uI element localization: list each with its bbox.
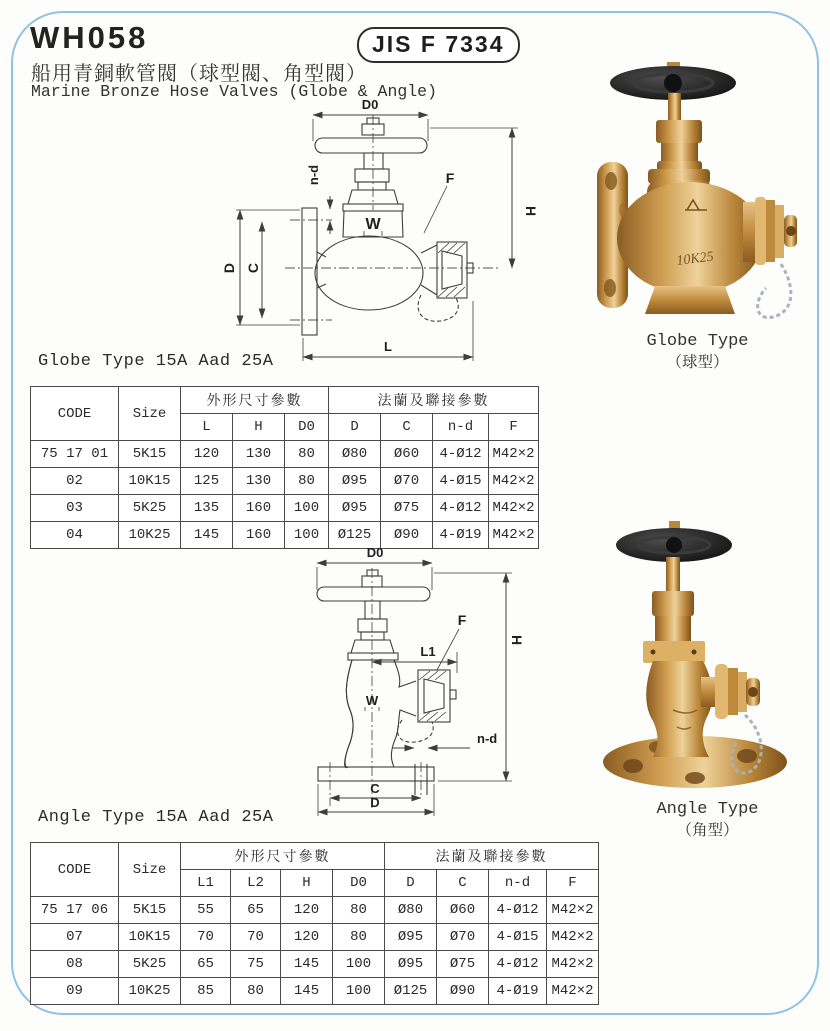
- value-cell: 4-Ø12: [433, 441, 489, 468]
- value-cell: 85: [181, 978, 231, 1005]
- col-C: C: [381, 414, 433, 441]
- col-D0: D0: [333, 870, 385, 897]
- col-H: H: [233, 414, 285, 441]
- value-cell: Ø60: [437, 897, 489, 924]
- size-cell: 5K15: [119, 441, 181, 468]
- spec-row: [31, 924, 599, 951]
- value-cell: Ø125: [385, 978, 437, 1005]
- value-cell: M42×2: [547, 951, 599, 978]
- svg-text:D0: D0: [366, 545, 384, 560]
- col-nd: n-d: [489, 870, 547, 897]
- value-cell: Ø75: [437, 951, 489, 978]
- page-title: WH058: [30, 20, 149, 55]
- subtitle-chinese: 船用青銅軟管閥（球型閥、角型閥）: [31, 63, 367, 85]
- globe-drawing-dimensions: [221, 97, 539, 361]
- svg-text:C: C: [245, 262, 261, 274]
- globe-table-label: Globe Type 15A Aad 25A: [38, 352, 274, 371]
- value-cell: Ø95: [329, 495, 381, 522]
- size-cell: 5K15: [119, 897, 181, 924]
- spec-row: [31, 495, 539, 522]
- col-code: CODE: [31, 843, 119, 897]
- svg-text:H: H: [509, 634, 525, 646]
- col-F: F: [547, 870, 599, 897]
- globe-photo-chain: [758, 264, 791, 318]
- svg-text:L: L: [384, 339, 392, 354]
- value-cell: Ø75: [381, 495, 433, 522]
- value-cell: 145: [281, 951, 333, 978]
- col-D: D: [329, 414, 381, 441]
- globe-drawing-coupling: [418, 242, 473, 321]
- col-group-flange: 法蘭及聯接參數: [385, 843, 599, 870]
- spec-row: [31, 978, 599, 1005]
- svg-text:n-d: n-d: [306, 164, 321, 186]
- value-cell: 120: [181, 441, 233, 468]
- value-cell: M42×2: [547, 897, 599, 924]
- value-cell: 80: [231, 978, 281, 1005]
- value-cell: 80: [333, 897, 385, 924]
- value-cell: 70: [181, 924, 231, 951]
- value-cell: M42×2: [489, 441, 539, 468]
- col-nd: n-d: [433, 414, 489, 441]
- globe-photo-bonnet: [648, 93, 710, 184]
- value-cell: 65: [181, 951, 231, 978]
- svg-text:W: W: [365, 693, 379, 708]
- col-H: H: [281, 870, 333, 897]
- svg-text:D: D: [221, 262, 237, 274]
- value-cell: 4-Ø19: [433, 522, 489, 549]
- value-cell: 80: [285, 468, 329, 495]
- code-cell: 09: [31, 978, 119, 1005]
- globe-photo-marking: 10K25: [675, 249, 715, 269]
- col-L2: L2: [231, 870, 281, 897]
- standard-badge: JIS F 7334: [357, 27, 520, 63]
- angle-photo-handwheel: [616, 521, 732, 562]
- value-cell: 65: [231, 897, 281, 924]
- globe-drawing-handwheel: [315, 118, 427, 204]
- spec-row: [31, 951, 599, 978]
- value-cell: M42×2: [489, 468, 539, 495]
- col-L1: L1: [181, 870, 231, 897]
- value-cell: 4-Ø15: [489, 924, 547, 951]
- code-cell: 02: [31, 468, 119, 495]
- spec-row: [31, 468, 539, 495]
- col-D: D: [385, 870, 437, 897]
- angle-photo-bonnet: [643, 557, 705, 663]
- value-cell: 160: [233, 495, 285, 522]
- code-cell: 03: [31, 495, 119, 522]
- value-cell: Ø90: [437, 978, 489, 1005]
- globe-caption-en: Globe Type: [646, 332, 749, 351]
- svg-text:F: F: [445, 170, 455, 186]
- col-code: CODE: [31, 387, 119, 441]
- value-cell: 100: [333, 951, 385, 978]
- angle-caption-en: Angle Type: [656, 800, 759, 819]
- value-cell: M42×2: [489, 495, 539, 522]
- spec-row: [31, 441, 539, 468]
- value-cell: 55: [181, 897, 231, 924]
- header-row-groups: [31, 387, 539, 414]
- value-cell: Ø80: [329, 441, 381, 468]
- globe-valve-photo: [585, 50, 810, 332]
- svg-text:C: C: [370, 781, 380, 796]
- svg-text:W: W: [365, 216, 381, 233]
- angle-table-label: Angle Type 15A Aad 25A: [38, 808, 274, 827]
- svg-text:L1: L1: [420, 644, 436, 659]
- globe-spec-table: [30, 386, 539, 549]
- value-cell: 120: [281, 924, 333, 951]
- value-cell: 130: [233, 468, 285, 495]
- svg-text:H: H: [523, 205, 539, 217]
- value-cell: 120: [281, 897, 333, 924]
- angle-valve-photo: [595, 515, 820, 793]
- globe-photo-caption: [585, 331, 810, 373]
- value-cell: 4-Ø12: [433, 495, 489, 522]
- value-cell: 130: [233, 441, 285, 468]
- value-cell: 80: [285, 441, 329, 468]
- value-cell: 125: [181, 468, 233, 495]
- code-cell: 75 17 06: [31, 897, 119, 924]
- value-cell: Ø95: [385, 924, 437, 951]
- value-cell: 75: [231, 951, 281, 978]
- value-cell: 135: [181, 495, 233, 522]
- value-cell: 100: [285, 522, 329, 549]
- col-group-flange: 法蘭及聯接參數: [329, 387, 539, 414]
- angle-drawing-body: [318, 660, 434, 795]
- code-cell: 04: [31, 522, 119, 549]
- value-cell: Ø70: [381, 468, 433, 495]
- subtitle-english: Marine Bronze Hose Valves (Globe & Angle): [31, 82, 437, 101]
- size-cell: 5K25: [119, 951, 181, 978]
- code-cell: 08: [31, 951, 119, 978]
- col-F: F: [489, 414, 539, 441]
- svg-text:D: D: [370, 795, 380, 810]
- code-cell: 75 17 01: [31, 441, 119, 468]
- value-cell: Ø95: [385, 951, 437, 978]
- globe-photo-body: [617, 180, 763, 314]
- value-cell: M42×2: [547, 924, 599, 951]
- spec-row: [31, 897, 599, 924]
- svg-text:F: F: [457, 612, 467, 628]
- col-size: Size: [119, 387, 181, 441]
- angle-spec-table: [30, 842, 599, 1005]
- value-cell: 70: [231, 924, 281, 951]
- angle-photo-coupling: [701, 664, 760, 719]
- value-cell: Ø125: [329, 522, 381, 549]
- col-group-dimensions: 外形尺寸參數: [181, 387, 329, 414]
- svg-text:D0: D0: [361, 97, 379, 112]
- code-cell: 07: [31, 924, 119, 951]
- globe-photo-coupling: [743, 197, 797, 265]
- col-D0: D0: [285, 414, 329, 441]
- value-cell: M42×2: [489, 522, 539, 549]
- angle-drawing-coupling: [398, 670, 456, 742]
- value-cell: 145: [181, 522, 233, 549]
- value-cell: Ø70: [437, 924, 489, 951]
- col-size: Size: [119, 843, 181, 897]
- value-cell: Ø90: [381, 522, 433, 549]
- value-cell: 160: [233, 522, 285, 549]
- value-cell: Ø80: [385, 897, 437, 924]
- angle-caption-zh: （角型）: [676, 822, 739, 840]
- angle-drawing-handwheel: [317, 570, 430, 660]
- size-cell: 10K25: [119, 522, 181, 549]
- size-cell: 10K15: [119, 468, 181, 495]
- value-cell: 4-Ø12: [489, 897, 547, 924]
- col-C: C: [437, 870, 489, 897]
- size-cell: 10K15: [119, 924, 181, 951]
- value-cell: 4-Ø19: [489, 978, 547, 1005]
- value-cell: M42×2: [547, 978, 599, 1005]
- value-cell: 4-Ø12: [489, 951, 547, 978]
- size-cell: 5K25: [119, 495, 181, 522]
- globe-caption-zh: （球型）: [666, 354, 729, 372]
- globe-valve-drawing: [200, 85, 560, 375]
- value-cell: 80: [333, 924, 385, 951]
- value-cell: Ø95: [329, 468, 381, 495]
- header-row-groups: [31, 843, 599, 870]
- angle-photo-caption: [595, 799, 820, 841]
- angle-valve-drawing: [280, 540, 580, 825]
- svg-text:n-d: n-d: [477, 731, 498, 746]
- angle-drawing-centerlines: [330, 568, 421, 808]
- value-cell: Ø60: [381, 441, 433, 468]
- size-cell: 10K25: [119, 978, 181, 1005]
- value-cell: 100: [333, 978, 385, 1005]
- col-L: L: [181, 414, 233, 441]
- col-group-dimensions: 外形尺寸參數: [181, 843, 385, 870]
- value-cell: 4-Ø15: [433, 468, 489, 495]
- value-cell: 145: [281, 978, 333, 1005]
- value-cell: 100: [285, 495, 329, 522]
